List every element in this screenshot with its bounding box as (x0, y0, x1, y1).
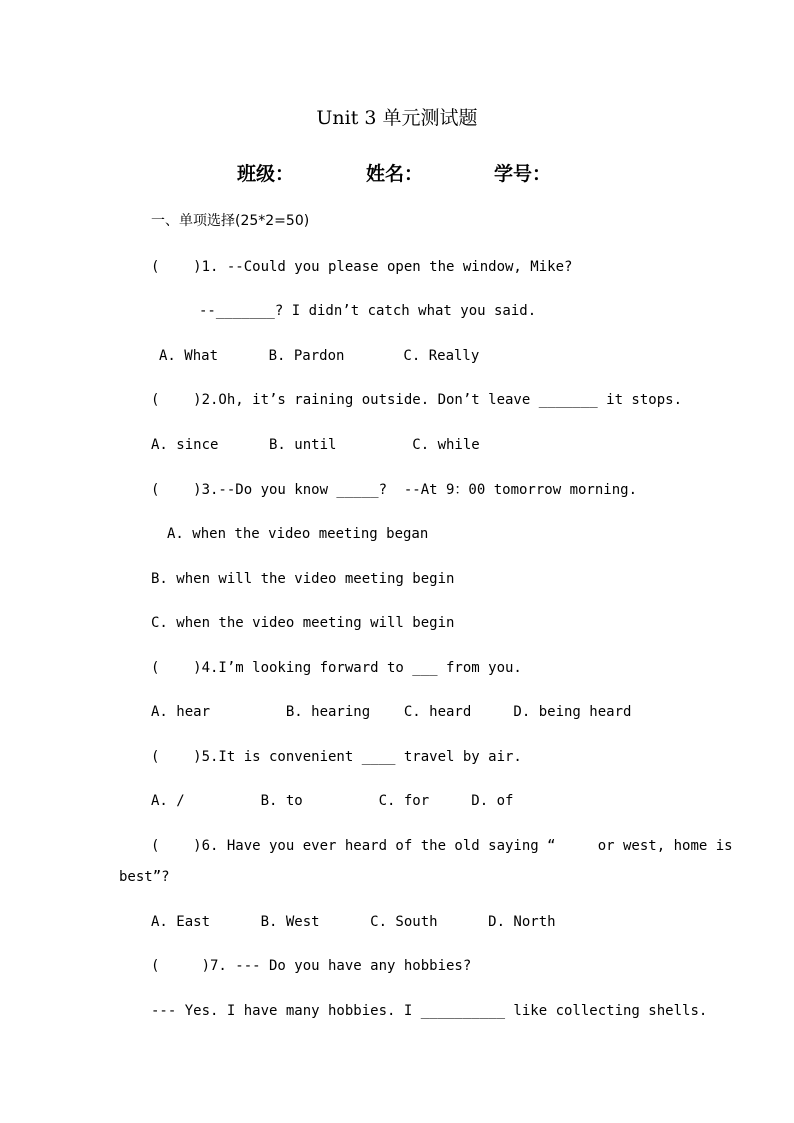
question-3-option-c: C. when the video meeting will begin (151, 615, 455, 631)
question-4-options: A. hear B. hearing C. heard D. being heard (151, 704, 632, 720)
question-4-stem: ( )4.I’m looking forward to ___ from you. (151, 660, 522, 676)
question-1-response: --_______? I didn’t catch what you said. (199, 303, 537, 319)
section-heading: 一、单项选择(25*2=50) (151, 213, 310, 229)
question-6-stem-continued: best”? (119, 869, 170, 885)
question-2-stem: ( )2.Oh, it’s raining outside. Don’t leave _______ it stops. (151, 392, 683, 408)
question-1-stem: ( )1. --Could you please open the window, Mike? (151, 259, 573, 275)
question-6-stem: ( )6. Have you ever heard of the old saying “ or west, home is (151, 838, 733, 854)
question-3-option-a: A. when the video meeting began (167, 526, 429, 542)
question-3-option-b: B. when will the video meeting begin (151, 571, 455, 587)
question-7-stem: ( )7. --- Do you have any hobbies? (151, 958, 472, 974)
question-3-stem: ( )3.--Do you know _____? --At 9：00 tomorrow morning. (151, 482, 638, 498)
question-1-options: A. What B. Pardon C. Really (159, 348, 480, 364)
page-title: Unit 3 单元测试题 (316, 107, 478, 129)
question-5-options: A. / B. to C. for D. of (151, 793, 514, 809)
question-2-options: A. since B. until C. while (151, 437, 480, 453)
name-label: 姓名： (366, 163, 424, 185)
question-6-options: A. East B. West C. South D. North (151, 914, 556, 930)
student-number-label: 学号： (494, 163, 552, 185)
question-5-stem: ( )5.It is convenient ____ travel by air. (151, 749, 522, 765)
class-label: 班级： (237, 163, 295, 185)
question-7-answer: --- Yes. I have many hobbies. I __________ like collecting shells. (151, 1003, 708, 1019)
